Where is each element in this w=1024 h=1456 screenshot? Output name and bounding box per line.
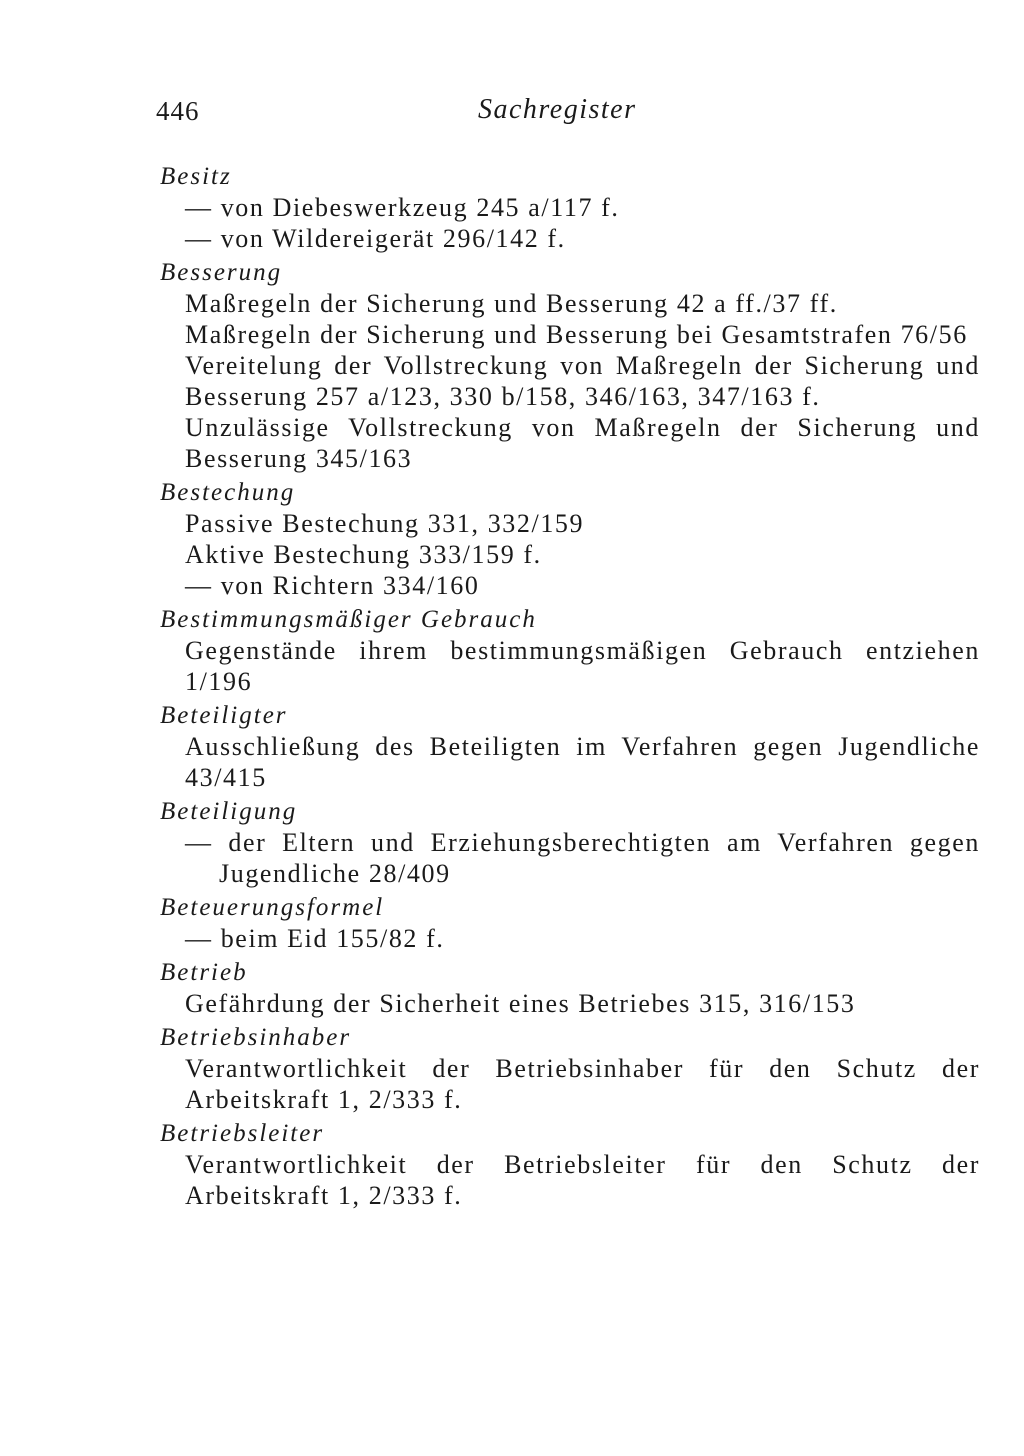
index-entry — [160, 1023, 980, 1115]
index-term: Beteiligter — [160, 702, 288, 729]
index-entry — [160, 701, 980, 793]
index-subentry: Gegenstände ihrem bestimmungsmäßigen Gebrauch entziehen 1/196 — [185, 636, 980, 696]
index-subentry: Gefährdung der Sicherheit eines Betriebes 315, 316/153 — [185, 989, 856, 1018]
index-term: Beteuerungsformel — [160, 894, 385, 921]
index-subentry: Maßregeln der Sicherung und Besserung bei Gesamtstrafen 76/56 — [185, 320, 968, 349]
index-subentry: — von Richtern 334/160 — [185, 571, 480, 600]
index-entry — [160, 1119, 980, 1211]
section-title: Sachregister — [478, 94, 637, 125]
index-entry — [160, 797, 980, 889]
index-subentry: — der Eltern und Erziehungsberechtigten am Verfahren gegen Jugendliche 28/409 — [185, 828, 980, 888]
index-entries — [160, 162, 980, 1211]
index-entry — [160, 958, 980, 1019]
index-subentry: Aktive Bestechung 333/159 f. — [185, 540, 542, 569]
index-term: Betrieb — [160, 959, 248, 986]
index-term: Betriebsleiter — [160, 1120, 325, 1147]
index-entry — [160, 258, 980, 474]
index-subentry: — beim Eid 155/82 f. — [185, 924, 445, 953]
index-subentry: Verantwortlichkeit der Betriebsleiter für den Schutz der Arbeitskraft 1, 2/333 f. — [185, 1150, 980, 1210]
index-subentry: Ausschließung des Beteiligten im Verfahren gegen Jugendliche 43/415 — [185, 732, 980, 792]
index-subentry: — von Wildereigerät 296/142 f. — [185, 224, 566, 253]
index-term: Bestechung — [160, 479, 296, 506]
index-term: Beteiligung — [160, 798, 298, 825]
index-subentry: Passive Bestechung 331, 332/159 — [185, 509, 585, 538]
page-number: 446 — [156, 96, 200, 126]
index-entry — [160, 893, 980, 954]
index-subentry: Maßregeln der Sicherung und Besserung 42 a ff./37 ff. — [185, 289, 838, 318]
index-subentry: Vereitelung der Vollstreckung von Maßregeln der Sicherung und Besserung 257 a/123, 330 b/158, 346/163, 347/163 f. — [185, 351, 980, 411]
index-entry — [160, 162, 980, 254]
index-subentry: — von Diebeswerkzeug 245 a/117 f. — [185, 193, 620, 222]
index-term: Besserung — [160, 259, 283, 286]
index-term: Bestimmungsmäßiger Gebrauch — [160, 606, 537, 633]
index-term: Besitz — [160, 163, 232, 190]
index-entry — [160, 605, 980, 697]
index-term: Betriebsinhaber — [160, 1024, 352, 1051]
index-entry — [160, 478, 980, 601]
index-subentry: Unzulässige Vollstreckung von Maßregeln der Sicherung und Besserung 345/163 — [185, 413, 980, 473]
index-subentry: Verantwortlichkeit der Betriebsinhaber für den Schutz der Arbeitskraft 1, 2/333 f. — [185, 1054, 980, 1114]
running-head — [0, 92, 1024, 132]
